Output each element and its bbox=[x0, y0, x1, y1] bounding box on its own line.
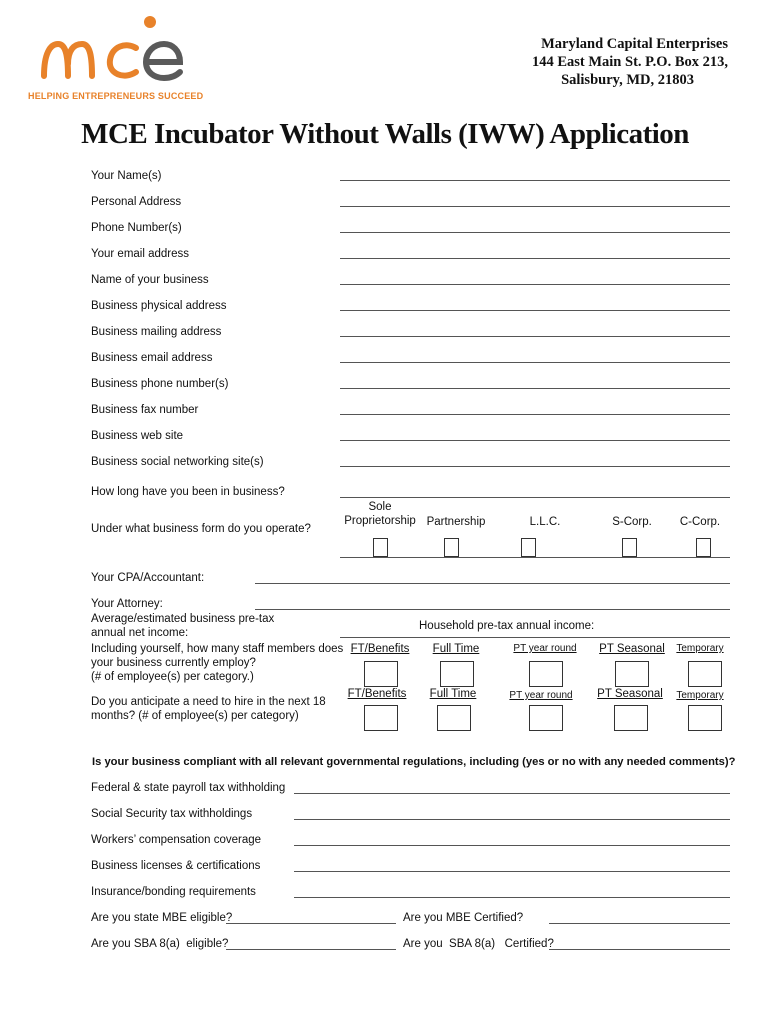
logo bbox=[28, 14, 208, 104]
business-income-label-1: Average/estimated business pre-tax bbox=[91, 613, 275, 625]
field-business-social-label: Business social networking site(s) bbox=[91, 456, 264, 468]
business-form-option-llc: L.L.C. bbox=[529, 516, 561, 528]
field-business-phone-input[interactable] bbox=[340, 388, 730, 389]
field-name-input[interactable] bbox=[340, 180, 730, 181]
household-income-input[interactable] bbox=[340, 637, 730, 638]
field-business-social-input[interactable] bbox=[340, 466, 730, 467]
org-name: Maryland Capital Enterprises bbox=[541, 36, 728, 52]
field-business-name-input[interactable] bbox=[340, 284, 730, 285]
checkbox-llc[interactable] bbox=[521, 538, 536, 557]
field-business-web-label: Business web site bbox=[91, 430, 184, 442]
household-income-label: Household pre-tax annual income: bbox=[419, 620, 595, 632]
checkbox-partnership[interactable] bbox=[444, 538, 459, 557]
field-business-name-label: Name of your business bbox=[91, 274, 209, 286]
compliance-licenses-label: Business licenses & certifications bbox=[91, 860, 261, 872]
field-business-fax-label: Business fax number bbox=[91, 404, 199, 416]
business-income-label-2: annual net income: bbox=[91, 627, 189, 639]
field-business-physical-address-input[interactable] bbox=[340, 310, 730, 311]
current-staff-label-1: Including yourself, how many staff members does bbox=[91, 643, 344, 655]
future-pt-seasonal-box[interactable] bbox=[614, 705, 648, 731]
divider bbox=[340, 557, 730, 558]
compliance-insurance-label: Insurance/bonding requirements bbox=[91, 886, 256, 898]
sba-certified-input[interactable] bbox=[549, 949, 730, 950]
mce-logo-icon bbox=[38, 14, 208, 84]
current-ft-benefits-label: FT/Benefits bbox=[350, 643, 410, 655]
compliance-licenses-input[interactable] bbox=[294, 871, 730, 872]
field-business-mailing-address-input[interactable] bbox=[340, 336, 730, 337]
field-personal-address-input[interactable] bbox=[340, 206, 730, 207]
future-temporary-box[interactable] bbox=[688, 705, 722, 731]
field-email-label: Your email address bbox=[91, 248, 190, 260]
checkbox-ccorp[interactable] bbox=[696, 538, 711, 557]
mbe-eligible-label: Are you state MBE eligible? bbox=[91, 912, 233, 924]
field-name-label: Your Name(s) bbox=[91, 170, 162, 182]
field-business-phone-label: Business phone number(s) bbox=[91, 378, 229, 390]
future-full-time-label: Full Time bbox=[429, 688, 477, 700]
business-form-option-partnership: Partnership bbox=[426, 516, 486, 528]
field-phone-input[interactable] bbox=[340, 232, 730, 233]
sba-eligible-label: Are you SBA 8(a) eligible? bbox=[91, 938, 229, 950]
current-full-time-box[interactable] bbox=[440, 661, 474, 687]
page-title: MCE Incubator Without Walls (IWW) Application bbox=[81, 118, 689, 150]
future-temporary-label: Temporary bbox=[676, 690, 724, 701]
current-temporary-box[interactable] bbox=[688, 661, 722, 687]
current-full-time-label: Full Time bbox=[432, 643, 480, 655]
future-ft-benefits-label: FT/Benefits bbox=[347, 688, 407, 700]
future-staff-label-2: months? (# of employee(s) per category) bbox=[91, 710, 299, 722]
mbe-certified-label: Are you MBE Certified? bbox=[403, 912, 524, 924]
field-business-fax-input[interactable] bbox=[340, 414, 730, 415]
cpa-input[interactable] bbox=[255, 583, 730, 584]
field-email-input[interactable] bbox=[340, 258, 730, 259]
compliance-insurance-input[interactable] bbox=[294, 897, 730, 898]
future-pt-seasonal-label: PT Seasonal bbox=[597, 688, 663, 700]
compliance-social-security-label: Social Security tax withholdings bbox=[91, 808, 253, 820]
business-income-input[interactable] bbox=[180, 637, 330, 638]
current-temporary-label: Temporary bbox=[676, 643, 724, 654]
org-address-line1: 144 East Main St. P.O. Box 213, bbox=[531, 54, 728, 70]
field-business-physical-address-label: Business physical address bbox=[91, 300, 227, 312]
mbe-certified-input[interactable] bbox=[549, 923, 730, 924]
current-pt-year-round-box[interactable] bbox=[529, 661, 563, 687]
field-business-email-label: Business email address bbox=[91, 352, 213, 364]
field-personal-address-label: Personal Address bbox=[91, 196, 182, 208]
compliance-payroll-input[interactable] bbox=[294, 793, 730, 794]
sba-certified-label: Are you SBA 8(a) Certified? bbox=[403, 938, 554, 950]
field-years-in-business-label: How long have you been in business? bbox=[91, 486, 285, 498]
future-pt-year-round-label: PT year round bbox=[509, 690, 573, 701]
current-staff-label-3: (# of employee(s) per category.) bbox=[91, 671, 254, 683]
business-form-question: Under what business form do you operate? bbox=[91, 523, 311, 535]
field-business-mailing-address-label: Business mailing address bbox=[91, 326, 222, 338]
compliance-workers-comp-input[interactable] bbox=[294, 845, 730, 846]
compliance-social-security-input[interactable] bbox=[294, 819, 730, 820]
compliance-workers-comp-label: Workers’ compensation coverage bbox=[91, 834, 262, 846]
current-ft-benefits-box[interactable] bbox=[364, 661, 398, 687]
compliance-heading: Is your business compliant with all relevant governmental regulations, including (yes or no with any needed comments)? bbox=[92, 756, 736, 768]
future-pt-year-round-box[interactable] bbox=[529, 705, 563, 731]
org-address-line2: Salisbury, MD, 21803 bbox=[561, 72, 694, 88]
current-staff-label-2: your business currently employ? bbox=[91, 657, 256, 669]
business-form-option-scorp: S-Corp. bbox=[612, 516, 652, 528]
field-business-email-input[interactable] bbox=[340, 362, 730, 363]
current-pt-seasonal-box[interactable] bbox=[615, 661, 649, 687]
future-staff-label-1: Do you anticipate a need to hire in the next 18 bbox=[91, 696, 326, 708]
business-form-option-ccorp: C-Corp. bbox=[679, 516, 721, 528]
cpa-label: Your CPA/Accountant: bbox=[91, 572, 205, 584]
future-full-time-box[interactable] bbox=[437, 705, 471, 731]
compliance-payroll-label: Federal & state payroll tax withholding bbox=[91, 782, 286, 794]
mbe-eligible-input[interactable] bbox=[226, 923, 396, 924]
future-ft-benefits-box[interactable] bbox=[364, 705, 398, 731]
checkbox-sole[interactable] bbox=[373, 538, 388, 557]
checkbox-scorp[interactable] bbox=[622, 538, 637, 557]
attorney-input[interactable] bbox=[255, 609, 730, 610]
current-pt-year-round-label: PT year round bbox=[513, 643, 577, 654]
logo-tagline: HELPING ENTREPRENEURS SUCCEED bbox=[28, 91, 204, 101]
attorney-label: Your Attorney: bbox=[91, 598, 163, 610]
field-years-in-business-input[interactable] bbox=[340, 497, 730, 498]
field-business-web-input[interactable] bbox=[340, 440, 730, 441]
current-pt-seasonal-label: PT Seasonal bbox=[599, 643, 665, 655]
business-form-option-sole: Sole Proprietorship bbox=[344, 501, 416, 527]
sba-eligible-input[interactable] bbox=[226, 949, 396, 950]
field-phone-label: Phone Number(s) bbox=[91, 222, 182, 234]
